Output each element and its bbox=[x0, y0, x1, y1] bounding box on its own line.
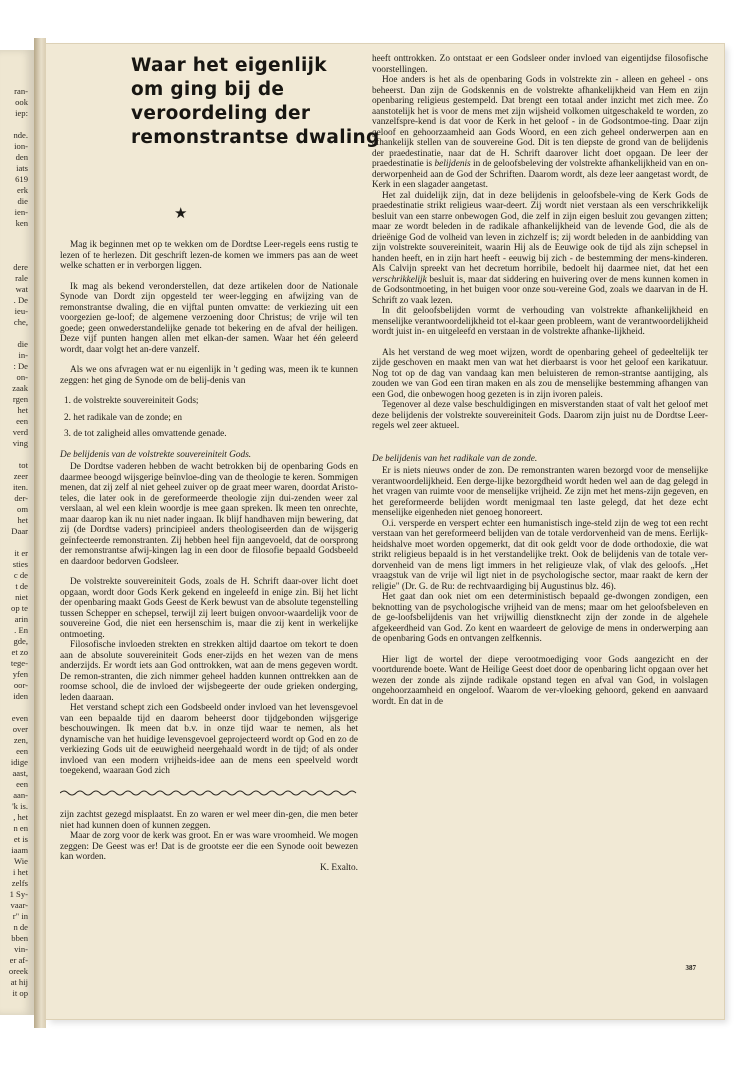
prev-page-fragment: er af- bbox=[9, 955, 28, 965]
prev-page-fragment: at hij bbox=[10, 977, 28, 987]
section-heading: De belijdenis van het radikale van de zonde. bbox=[372, 453, 538, 464]
prev-page-fragment: iaam bbox=[11, 845, 28, 855]
prev-page-fragment: . En bbox=[14, 625, 28, 635]
prev-page-fragment: yfen bbox=[12, 669, 28, 679]
prev-page-fragment: t de bbox=[15, 581, 28, 591]
title-line: om ging bij de bbox=[131, 79, 285, 100]
paragraph: Tegenover al deze valse beschuldigingen en misverstanden staat of valt het geloof met deze belijdenis der volstrekte souvereiniteit Gods. Daarom zijn juist nu de Dordtse Leer-regels wel zeer aktueel. bbox=[372, 400, 708, 431]
paragraph: Maar de zorg voor de kerk was groot. En er was ware vroomheid. We mogen zeggen: De Geest was er! Dat is de grootste eer die een Synode ooit bewezen kan worden. bbox=[60, 831, 358, 862]
list-item: 2. het radikale van de zonde; en bbox=[64, 412, 182, 423]
prev-page-fragment: ien- bbox=[14, 207, 28, 217]
paragraph: De volstrekte souvereiniteit Gods, zoals de H. Schrift daar-over licht doet opgaan, wordt door Gods Kerk gekend en ingeleefd in enige zin. Bij het licht der openbaring maakt Gods Geest de Kerk bewust van de absolute tegenstelling tussen Schepper en schepsel, terwijl zij leert buigen onvoor-waardelijk voor de souvereine God, die niet een hersenschim is, maar die zij kent in werkelijke ontmoeting. bbox=[60, 577, 358, 640]
prev-page-fragment: , het bbox=[13, 812, 28, 822]
prev-page-fragment: op te bbox=[11, 603, 28, 613]
prev-page-fragment: vin- bbox=[14, 944, 28, 954]
right-column bbox=[372, 54, 708, 707]
paragraph: Mag ik beginnen met op te wekken om de Dordtse Leer-regels eens rustig te lezen of te herlezen. Dit geschrift lezen-de komen we immers pas aan de weet welke schatten er in verborgen liggen. bbox=[60, 240, 358, 271]
paragraph: heeft onttrokken. Zo ontstaat er een Godsleer onder invloed van eigentijdse filosofische voorstellingen. bbox=[372, 54, 708, 75]
prev-page-fragment: vaar- bbox=[10, 900, 28, 910]
prev-page-fragment: niet bbox=[15, 592, 28, 602]
article-title bbox=[131, 54, 380, 150]
prev-page-fragment: iden bbox=[13, 691, 28, 701]
prev-page-fragment: c de bbox=[13, 570, 28, 580]
section-heading: De belijdenis van de volstrekte souvereiniteit Gods. bbox=[60, 449, 252, 460]
points-list bbox=[60, 396, 358, 440]
star-ornament: ★ bbox=[174, 204, 188, 222]
prev-page-fragment: Wie bbox=[14, 856, 28, 866]
prev-page-fragment: 1 Sy- bbox=[9, 889, 28, 899]
paragraph: Hier ligt de wortel der diepe verootmoediging voor Gods aangezicht en der voortdurende boete. Want de Heilige Geest doet door de openbaring licht opgaan over het wezen der zonde als zijnde radikale opstand tegen en afval van God, in volslagen ongehoorzaamheid en ongeloof. Waarom de ver-vloeking gehoord, gekend en aanvaard wordt. En dat in de bbox=[372, 654, 708, 707]
prev-page-fragment: r" in bbox=[12, 911, 28, 921]
prev-page-fragment: zeer bbox=[13, 471, 28, 481]
prev-page-fragment: ook bbox=[15, 97, 28, 107]
prev-page-fragment: den bbox=[15, 152, 28, 162]
paragraph: Filosofische invloeden strekten en strekken altijd daartoe om tekort te doen aan de absolute souvereiniteit Gods ener-zijds en het wezen van de mens anderzijds. Er wordt iets aan God onttrokken, wat aan de mens gegeven wordt. De remon-stranten, die zich nimmer geheel hadden kunnen onttrekken aan de roomse school, die de invloed der wijsbegeerte der oude grieken onderging, leden daaraan. bbox=[60, 640, 358, 703]
prev-page-fragment: et zo bbox=[11, 647, 28, 657]
paragraph: In dit geloofsbelijden vormt de verhouding van volstrekte afhankelijkheid en menselijke verantwoordelijkheid tot el-kaar geen probleem, want de verantwoordelijkheid wordt juist in- en uitgeleefd en verstaan in de volstrekte afhanke-lijkheid. bbox=[372, 306, 708, 337]
prev-page-fragment: ving bbox=[12, 438, 28, 448]
prev-page-fragment: tege- bbox=[10, 658, 28, 668]
paragraph: Er is niets nieuws onder de zon. De remonstranten waren bezorgd voor de menselijke verantwoordelijkheid. Een derge-lijke bezorgdheid wordt heden wel aan de dag gelegd in het vragen van ruimte voor de menselijke vrijheid. Ze zijn met het mens-zijn gegeven, en het gereformeerde belijden wordt menigmaal ten laste gelegd, dat het deze echt menselijke eigenheden niet genoeg honoreert. bbox=[372, 466, 708, 518]
prev-page-fragment: 'k is. bbox=[12, 801, 28, 811]
paragraph: Als we ons afvragen wat er nu eigenlijk in 't geding was, meen ik te kunnen zeggen: het ging de Synode om de belij-denis van bbox=[60, 365, 358, 386]
prev-page-fragment: dere bbox=[13, 262, 28, 272]
prev-page-fragment: che, bbox=[13, 317, 28, 327]
prev-page-fragment: ieu- bbox=[14, 306, 28, 316]
title-line: veroordeling der bbox=[131, 103, 311, 124]
list-item: 3. de tot zaligheid alles omvattende genade. bbox=[64, 429, 227, 439]
prev-page-fragment: het bbox=[17, 515, 28, 525]
prev-page-fragment: tot bbox=[18, 460, 28, 470]
wavy-divider bbox=[60, 789, 358, 797]
title-line: Waar het eigenlijk bbox=[131, 55, 327, 76]
paragraph bbox=[372, 75, 708, 191]
text-run: Hoe anders is het als de openbaring Gods in volstrekte zin - alleen en geheel - ons beheerst. Dan zijn de Godskennis en de volstrekte afhankelijkheid van Hem en zijn openbaring religieus gestempeld. Dat brengt een totaal ander inzicht met zich mee. Zo aanstotelijk het is voor de mens met zijn wijsheid volkomen uitgeschakeld te worden, zo vanzelfspre-kend is dat voor de Kerk in het geloof - in de Godsontmoe-ting. Daar zijn geloof en gehoorzaamheid aan Gods Woord, en een zich geheel onderwerpen aan en afhankelijk stellen van de souvereine God. Dit is ten diepste de grond van de belijdenis der praedestinatie, naar dat de H. Schrift daarover licht doet opgaan. De leer der praedestinatie is bbox=[372, 75, 708, 169]
prev-page-fragment: een bbox=[16, 779, 28, 789]
prev-page-fragment: sties bbox=[12, 559, 28, 569]
prev-page-fragment: een bbox=[16, 416, 28, 426]
paragraph: Het verstand schept zich een Godsbeeld onder invloed van het levensgevoel van een bepaalde tijd en daarom beheerst door tijdgebonden wijsgerige beschouwingen. Ik meen dat b.v. in onze tijd waar te nemen, als het dynamische van het huidige levensgevoel geprojecteerd wordt op God en zo de verkiezing Gods uit de eeuwigheid neergehaald wordt in de tijd; of als onder invloed van een modern vrijheids-idee aan de mens een speelveld wordt toegekend, waaraan God zich bbox=[60, 703, 358, 776]
paragraph bbox=[372, 191, 708, 307]
prev-page-fragment: zen, bbox=[13, 735, 28, 745]
emphasis: verschrikkelijk bbox=[372, 274, 427, 285]
prev-page-fragment: oor- bbox=[13, 680, 28, 690]
prev-page-fragment: aan- bbox=[13, 790, 28, 800]
book-spine bbox=[34, 38, 46, 1028]
paragraph: De Dordtse vaderen hebben de wacht betrokken bij de openbaring Gods en daarmee beoogd wijsgerige beïnvloe-ding van de theologie te keren. Sommigen menen, dat zij zelf al niet geheel zuiver op de graat meer waren, doordat Aristo-teles, die later ook in de gereformeerde theologie zijn dui-zenden weer zal verslaan, al wel een klein woordje is mee gaan spreken. Ik meen ten onrechte, maar daarop kan ik nu niet nader ingaan. Ik blijf handhaven mijn bewering, dat zij (de Dordtse vaders) principieel anders theologiseerden dan de wijsgerig geïnfecteerde remonstranten. Zij hebben heel fijn aangevoeld, dat de oorsprong der remonstrantse afwij-kingen lag in een door de filosofie bepaald Godsbeeld en daardoor bedorven Godsleer. bbox=[60, 462, 358, 567]
prev-page-fragment: 619 bbox=[15, 174, 28, 184]
prev-page-fragment: gde, bbox=[13, 636, 28, 646]
prev-page-fragment: iats bbox=[16, 163, 28, 173]
prev-page-fragment: rale bbox=[15, 273, 28, 283]
prev-page-fragment: over bbox=[12, 724, 28, 734]
author-signature: K. Exalto. bbox=[320, 862, 358, 873]
prev-page-fragment: verd bbox=[12, 427, 28, 437]
prev-page-fragment: het bbox=[17, 405, 28, 415]
prev-page-fragment: et is bbox=[13, 834, 28, 844]
prev-page-fragment: it op bbox=[12, 988, 28, 998]
prev-page-fragment: erk bbox=[17, 185, 28, 195]
paragraph: Ik mag als bekend veronderstellen, dat deze artikelen door de Nationale Synode van Dordt zijn opgesteld ter weer-legging en afwijzing van de remonstrantse dwaling, die en vijftal punten omvatte: de verkiezing uit een voorgezien ge-loof; de algemene verzoening door Christus; de vrije wil ten goede; geen onwederstandelijke genade tot bekering en de afval der heiligen. Deze vijf punten hangen allen met elkan-der samen. Waar het één geleerd wordt, daar volgt het an-dere vanzelf. bbox=[60, 281, 358, 355]
prev-page-fragment: n en bbox=[13, 823, 28, 833]
prev-page-fragment: aast, bbox=[12, 768, 28, 778]
magazine-page bbox=[46, 44, 724, 1019]
prev-page-fragment: der- bbox=[14, 493, 28, 503]
prev-page-fragment: : De bbox=[13, 361, 28, 371]
prev-page-fragment: zaak bbox=[12, 383, 28, 393]
prev-page-fragment: bben bbox=[11, 933, 28, 943]
prev-page-fragment: rgen bbox=[12, 394, 28, 404]
prev-page-fragment: ken bbox=[15, 218, 28, 228]
prev-page-fragment: arin bbox=[14, 614, 28, 624]
prev-page-fragment: in- bbox=[18, 350, 28, 360]
prev-page-fragment: i het bbox=[12, 867, 28, 877]
prev-page-fragment: Daar bbox=[11, 526, 28, 536]
paragraph: O.i. versperde en verspert echter een humanistisch inge-steld zijn de weg tot een recht verstaan van het gereformeerd belijden van de totale verdorvenheid van de mens. Eerlijk-heidshalve moet worden opgemerkt, dat dit ook geldt voor de dode orthodoxie, die wat strikt religieus bepaald is in het verstandelijke trekt. Ook de belijdenis van de totale ver-dorvenheid van de mens ligt immers in het religieuze vlak, of vlak des geloofs. „Het vraagstuk van de vrije wil ligt niet in de psychologische sector, maar raakt de kern der religie" (Dr. G. de Ru: de rechtvaardiging bij Augustinus blz. 46). bbox=[372, 518, 708, 592]
prev-page-fragment: die bbox=[17, 339, 28, 349]
prev-page-fragment: even bbox=[11, 713, 28, 723]
left-column bbox=[60, 240, 358, 873]
paragraph: Als het verstand de weg moet wijzen, wordt de openbaring geheel of gedeeltelijk ter zijde geschoven en maakt men van wat het dierbaarst is voor het geloof een karikatuur. Nog tot op de dag van vandaag kan men beluisteren de remon-strantse aantijging, als zouden we van God een tiran maken en als zou de menselijke bestemming afhangen van een God, die onbewogen hoog gezeten is in zijn ivoren paleis. bbox=[372, 347, 708, 400]
emphasis: belijdenis bbox=[434, 159, 471, 169]
text-run: Het zal duidelijk zijn, dat in deze belijdenis in geloofsbele-ving de Kerk Gods de praedestinatie strikt religieus waar-deert. Zij wordt niet verstaan als een verschrikkelijk besluit van een starre onbewogen God, die zelf in zijn eigen besluit zou gevangen zitten; maar ze wordt beleden in de radikale afhankelijkheid van de levende God, die als de drieënige God de volheid van leven in zichzelf is; zij wordt beleden in de aanbidding van zijn volstrekte souvereiniteit, waarin Hij als de Eeuwige ook de tijd als zijn schepsel in handen heeft, en in zijn hart heeft - eeuwig bij zich - de bestemming der mens-kinderen. Als Calvijn spreekt van het decretum horribile, bedoelt hij daarmee niet, dat het een bbox=[372, 190, 708, 274]
prev-page-fragment: nde. bbox=[13, 130, 28, 140]
prev-page-fragment: ion- bbox=[14, 141, 28, 151]
prev-page-fragment: n de bbox=[13, 922, 28, 932]
title-line: remonstrantse dwaling bbox=[131, 127, 380, 148]
prev-page-fragment: een bbox=[16, 746, 28, 756]
prev-page-fragment: it er bbox=[14, 548, 28, 558]
paragraph: Het gaat dan ook niet om een deterministisch bepaald ge-dwongen zondigen, een beknotting van de psychologische vrijheid van de mens; maar om het geloofsbeleven en de ge-loofsbelijdenis van het vrijwillig dienstknecht zijn der zonde in de algehele afgekeerdheid van God. Zo kent en waardeert de gelovige de mens in onderwerping aan de openbaring Gods en ontvangen zelfkennis. bbox=[372, 592, 708, 644]
paragraph: zijn zachtst gezegd misplaatst. En zo waren er wel meer din-gen, die men beter niet had kunnen doen of kunnen zeggen. bbox=[60, 810, 358, 831]
prev-page-fragment: iten. bbox=[12, 482, 28, 492]
list-item: 1. de volstrekte souvereiniteit Gods; bbox=[64, 396, 199, 406]
text-run: in de geloofsbeleving der volstrekte afhankelijkheid van en on-derworpenheid aan de God der Schriften. Daarom wordt, als deze leer aangetast wordt, de Kerk in een slagader aangetast. bbox=[372, 159, 709, 190]
prev-page-fragment: zelfs bbox=[11, 878, 28, 888]
previous-page-edge bbox=[0, 50, 35, 1015]
prev-page-fragment: . De bbox=[13, 295, 28, 305]
page-number: 387 bbox=[685, 964, 696, 972]
prev-page-fragment: on- bbox=[16, 372, 28, 382]
prev-page-fragment: om bbox=[17, 504, 28, 514]
prev-page-fragment: wat bbox=[15, 284, 28, 294]
prev-page-fragment: iep: bbox=[15, 108, 28, 118]
prev-page-fragment: die bbox=[17, 196, 28, 206]
prev-page-fragment: ran- bbox=[14, 86, 28, 96]
prev-page-fragment: idige bbox=[10, 757, 28, 767]
prev-page-fragment: oreek bbox=[8, 966, 28, 976]
text-run: besluit is, maar dat siddering en huivering over de mens kunnen komen in de Godsontmoeting, in het buigen voor onze sou-vereine God, zoals we daarvan in de H. Schrift zo vaak lezen. bbox=[372, 274, 708, 306]
